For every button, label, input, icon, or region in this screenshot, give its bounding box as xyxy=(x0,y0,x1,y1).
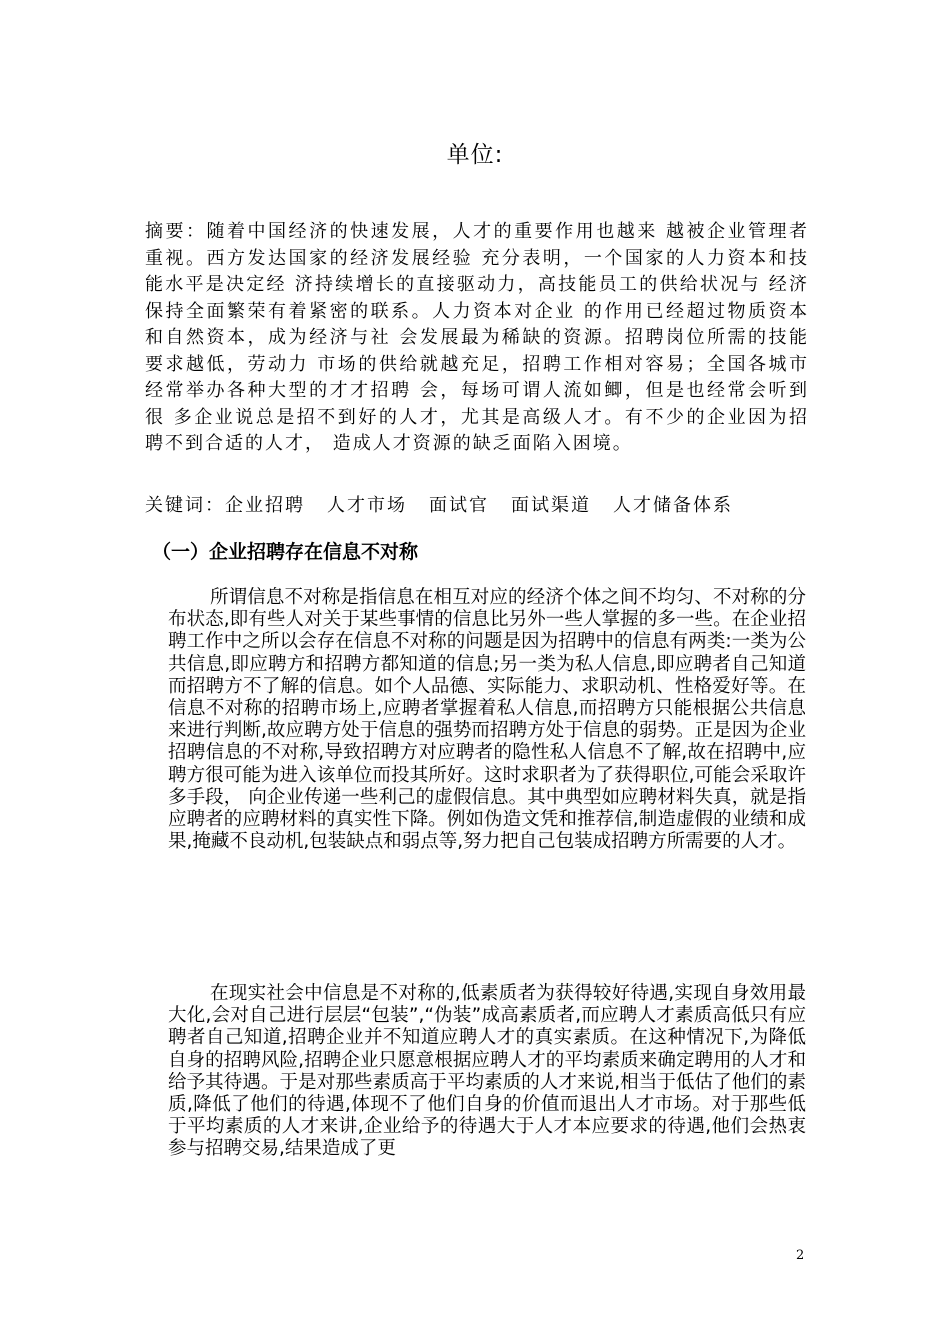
body-paragraph: 所谓信息不对称是指信息在相互对应的经济个体之间不均匀、不对称的分布状态,即有些人对关于某些事情的信息比另外一些人掌握的多一些。在企业招聘工作中之所以会存在信息不对称的问题是因为招聘中的信息有两类:一类为公共信息,即应聘方和招聘方都知道的信息;另一类为私人信息,即应聘者自己知道而招聘方不了解的信息。如个人品德、实际能力、求职动机、性格爱好等。在信息不对称的招聘市场上,应聘者掌握着私人信息,而招聘方只能根据公共信息来进行判断,故应聘方处于信息的强势而招聘方处于信息的弱势。正是因为企业招聘信息的不对称,导致招聘方对应聘者的隐性私人信息不了解,故在招聘中,应聘方很可能为进入该单位而投其所好。这时求职者为了获得职位,可能会采取许多手段， 向企业传递一些利己的虚假信息。其中典型如应聘材料失真，就是指应聘者的应聘材料的真实性下降。例如伪造文凭和推荐信,制造虚假的业绩和成果,掩藏不良动机,包装缺点和弱点等,努力把自己包装成招聘方所需要的人才。 xyxy=(168,587,806,853)
unit-title: 单位: xyxy=(446,142,504,168)
keyword: 面试官 xyxy=(429,495,489,516)
keywords-label: 关键词： xyxy=(145,495,225,516)
section-heading: （一）企业招聘存在信息不对称 xyxy=(152,541,419,563)
keyword: 人才市场 xyxy=(327,495,407,516)
page-number: 2 xyxy=(796,1248,805,1263)
keyword: 人才储备体系 xyxy=(613,495,733,516)
keyword: 面试渠道 xyxy=(511,495,591,516)
keyword: 企业招聘 xyxy=(225,495,305,516)
abstract-paragraph: 摘要：随着中国经济的快速发展，人才的重要作用也越来 越被企业管理者重视。西方发达国家的经济发展经验 充分表明，一个国家的人力资本和技能水平是决定经 济持续增长的直接驱动力，高技能员工的供给状况与 经济保持全面繁荣有着紧密的联系。人力资本对企业 的作用已经超过物质资本和自然资本，成为经济与社 会发展最为稀缺的资源。招聘岗位所需的技能要求越低，劳动力 市场的供给就越充足，招聘工作相对容易；全国各城市经常举办各种大型的才才招聘 会，每场可谓人流如鲫，但是也经常会听到很 多企业说总是招不到好的人才，尤其是高级人才。有不少的企业因为招聘不到合适的人才， 造成人才资源的缺乏面陷入困境。 xyxy=(145,221,809,454)
keywords-line xyxy=(145,493,825,519)
body-paragraph: 在现实社会中信息是不对称的,低素质者为获得较好待遇,实现自身效用最大化,会对自己进行层层“包装”,“伪装”成高素质者,而应聘人才素质高低只有应聘者自己知道,招聘企业并不知道应聘人才的真实素质。在这种情况下,为降低自身的招聘风险,招聘企业只愿意根据应聘人才的平均素质来确定聘用的人才和给予其待遇。于是对那些素质高于平均素质的人才来说,相当于低估了他们的素质,降低了他们的待遇,体现不了他们自身的价值而退出人才市场。对于那些低于平均素质的人才来讲,企业给予的待遇大于人才本应要求的待遇,他们会热衷参与招聘交易,结果造成了更 xyxy=(168,983,806,1160)
